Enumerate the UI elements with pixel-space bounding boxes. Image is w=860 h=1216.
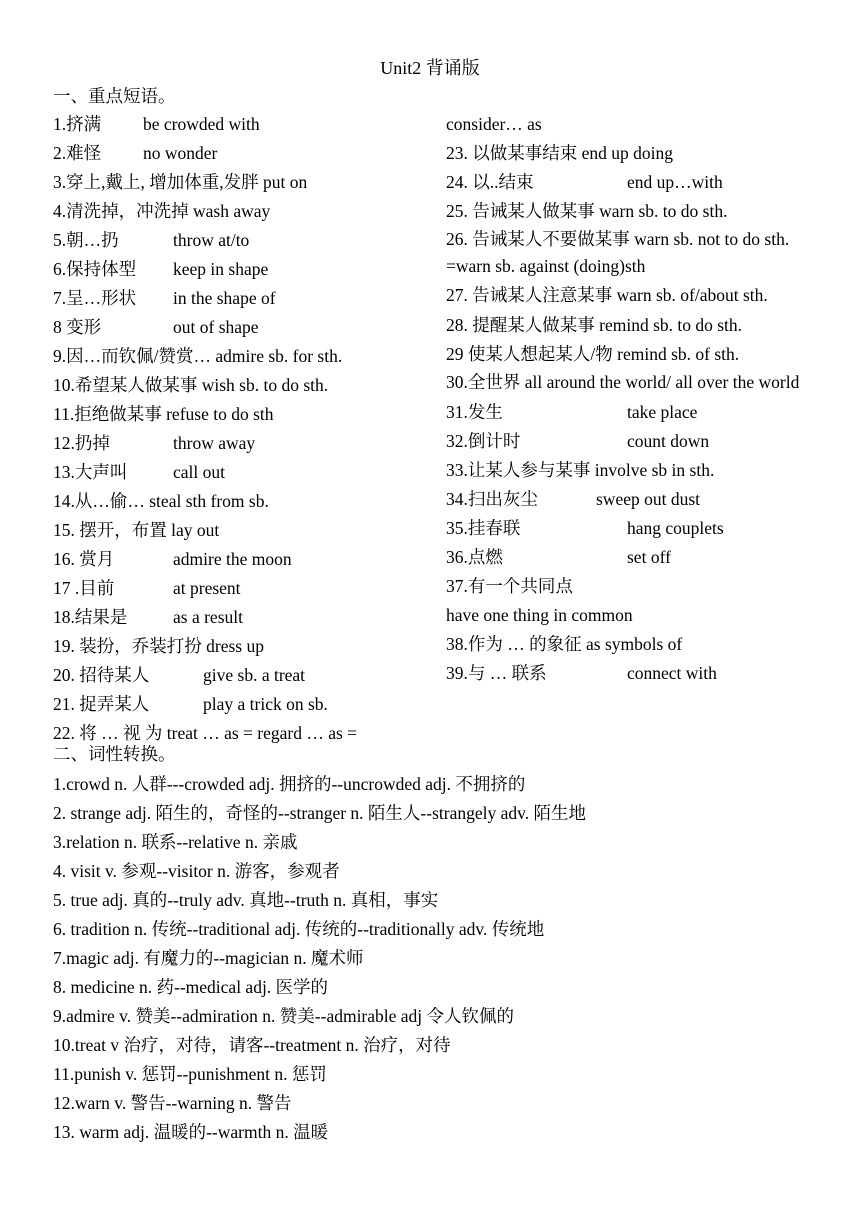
phrase-english: connect with bbox=[627, 663, 717, 683]
phrase-english: set off bbox=[627, 547, 671, 567]
phrase-chinese: 7.呈…形状 bbox=[53, 288, 137, 308]
phrase-item bbox=[53, 342, 423, 371]
phrase-chinese: 36.点燃 bbox=[446, 547, 503, 567]
phrase-chinese: 4.清洗掉，冲洗掉 bbox=[53, 201, 189, 221]
phrase-chinese: 6.保持体型 bbox=[53, 259, 137, 279]
phrase-chinese: 15. 摆开，布置 bbox=[53, 520, 167, 540]
phrase-chinese: 8 变形 bbox=[53, 317, 102, 337]
phrase-item bbox=[53, 516, 423, 545]
phrase-english: at present bbox=[173, 578, 241, 598]
phrase-english: count down bbox=[627, 431, 710, 451]
phrase-chinese: 27. 告诫某人注意某事 bbox=[446, 285, 613, 305]
phrase-chinese: 9.因…而钦佩/赞赏… bbox=[53, 346, 211, 366]
phrase-chinese: 5.朝…扔 bbox=[53, 230, 119, 250]
phrase-english: throw away bbox=[173, 433, 256, 453]
phrase-item bbox=[53, 110, 423, 139]
phrase-chinese: 1.挤满 bbox=[53, 114, 102, 134]
phrase-english: remind sb. to do sth. bbox=[599, 315, 743, 335]
phrase-english: no wonder bbox=[143, 143, 218, 163]
phrase-english: admire the moon bbox=[173, 549, 292, 569]
phrase-item bbox=[53, 226, 423, 255]
phrase-english: involve sb in sth. bbox=[594, 460, 715, 480]
phrase-item bbox=[446, 282, 816, 309]
phrase-english: wash away bbox=[193, 201, 271, 221]
phrase-item bbox=[53, 603, 423, 632]
phrase-chinese: 10.希望某人做某事 bbox=[53, 375, 198, 395]
phrase-english: warn sb. to do sth. bbox=[599, 201, 728, 221]
phrase-chinese: 14.从…偷… bbox=[53, 491, 145, 511]
phrase-english: as a result bbox=[173, 607, 243, 627]
phrase-chinese: 26. 告诫某人不要做某事 bbox=[446, 229, 630, 249]
word-form-item: 13. warm adj. 温暖的--warmth n. 温暖 bbox=[53, 1122, 329, 1142]
phrase-chinese: 2.难怪 bbox=[53, 143, 102, 163]
phrase-item bbox=[446, 398, 816, 427]
phrase-list-left bbox=[53, 110, 423, 748]
phrase-item bbox=[446, 168, 816, 197]
phrase-item bbox=[446, 110, 816, 139]
phrase-item bbox=[53, 168, 423, 197]
phrase-item bbox=[53, 574, 423, 603]
phrase-english: be crowded with bbox=[143, 114, 260, 134]
phrase-chinese: 29 使某人想起某人/物 bbox=[446, 344, 613, 364]
phrase-item bbox=[53, 371, 423, 400]
phrase-english: out of shape bbox=[173, 317, 259, 337]
phrase-item bbox=[53, 313, 423, 342]
phrase-item bbox=[53, 545, 423, 574]
phrase-item bbox=[446, 659, 816, 688]
phrase-item bbox=[53, 197, 423, 226]
phrase-item bbox=[53, 487, 423, 516]
phrase-chinese: 33.让某人参与某事 bbox=[446, 460, 591, 480]
phrase-english: admire sb. for sth. bbox=[215, 346, 343, 366]
phrase-chinese: 19. 装扮，乔装打扮 bbox=[53, 636, 202, 656]
phrase-item bbox=[53, 661, 423, 690]
phrase-item bbox=[53, 139, 423, 168]
phrase-item bbox=[446, 226, 816, 280]
phrase-english: sweep out dust bbox=[596, 489, 701, 509]
phrase-chinese: 30.全世界 bbox=[446, 372, 521, 392]
word-form-item: 5. true adj. 真的--truly adv. 真地--truth n. 真相，事实 bbox=[53, 890, 439, 910]
word-form-item: 11.punish v. 惩罚--punishment n. 惩罚 bbox=[53, 1064, 327, 1084]
phrase-item bbox=[53, 255, 423, 284]
phrase-english: keep in shape bbox=[173, 259, 269, 279]
phrase-english: end up doing bbox=[581, 143, 674, 163]
phrase-chinese: 21. 捉弄某人 bbox=[53, 694, 150, 714]
word-form-item: 10.treat v 治疗，对待，请客--treatment n. 治疗，对待 bbox=[53, 1035, 451, 1055]
phrase-item bbox=[446, 427, 816, 456]
phrase-english: put on bbox=[263, 172, 308, 192]
phrase-english: steal sth from sb. bbox=[149, 491, 269, 511]
phrase-english: refuse to do sth bbox=[166, 404, 274, 424]
document-title: Unit2 背诵版 bbox=[380, 58, 480, 78]
phrase-item bbox=[446, 340, 816, 369]
phrase-chinese: 3.穿上,戴上, 增加体重,发胖 bbox=[53, 172, 259, 192]
phrase-english: wish sb. to do sth. bbox=[201, 375, 329, 395]
word-form-item: 12.warn v. 警告--warning n. 警告 bbox=[53, 1093, 292, 1113]
phrase-list-right bbox=[446, 110, 816, 688]
phrase-english: call out bbox=[173, 462, 225, 482]
phrase-item bbox=[53, 400, 423, 429]
phrase-english: give sb. a treat bbox=[203, 665, 306, 685]
phrase-chinese: 22. 将 … 视 为 bbox=[53, 723, 163, 743]
phrase-item bbox=[53, 690, 423, 719]
phrase-english: end up…with bbox=[627, 172, 723, 192]
phrase-english: warn sb. not to do sth. =warn sb. against (doing)sth bbox=[446, 229, 790, 276]
phrase-chinese: 12.扔掉 bbox=[53, 433, 110, 453]
word-form-list bbox=[53, 770, 833, 1147]
phrase-english: as symbols of bbox=[586, 634, 683, 654]
phrase-english: warn sb. of/about sth. bbox=[616, 285, 768, 305]
word-form-item: 8. medicine n. 药--medical adj. 医学的 bbox=[53, 977, 329, 997]
phrase-english: lay out bbox=[171, 520, 220, 540]
phrase-item bbox=[446, 197, 816, 226]
phrase-item bbox=[53, 284, 423, 313]
section-heading-phrases: 一、重点短语。 bbox=[53, 86, 176, 106]
phrase-chinese: 28. 提醒某人做某事 bbox=[446, 315, 595, 335]
phrase-english: take place bbox=[627, 402, 698, 422]
phrase-chinese: 18.结果是 bbox=[53, 607, 128, 627]
phrase-english: in the shape of bbox=[173, 288, 276, 308]
phrase-item bbox=[446, 139, 816, 168]
word-form-item: 4. visit v. 参观--visitor n. 游客，参观者 bbox=[53, 861, 340, 881]
phrase-english: hang couplets bbox=[627, 518, 724, 538]
phrase-item bbox=[446, 369, 816, 396]
phrase-chinese: 23. 以做某事结束 bbox=[446, 143, 578, 163]
phrase-item bbox=[446, 572, 816, 601]
phrase-chinese: 34.扫出灰尘 bbox=[446, 489, 538, 509]
phrase-item bbox=[53, 429, 423, 458]
phrase-item bbox=[446, 601, 816, 630]
phrase-item bbox=[446, 485, 816, 514]
phrase-english: play a trick on sb. bbox=[203, 694, 328, 714]
phrase-english: consider… as bbox=[446, 114, 542, 134]
word-form-item: 6. tradition n. 传统--traditional adj. 传统的--traditionally adv. 传统地 bbox=[53, 919, 545, 939]
phrase-item bbox=[53, 632, 423, 661]
word-form-item: 7.magic adj. 有魔力的--magician n. 魔术师 bbox=[53, 948, 364, 968]
phrase-item bbox=[446, 514, 816, 543]
phrase-chinese: 16. 赏月 bbox=[53, 549, 115, 569]
phrase-chinese: 39.与 … 联系 bbox=[446, 663, 547, 683]
phrase-chinese: 38.作为 … 的象征 bbox=[446, 634, 582, 654]
word-form-item: 2. strange adj. 陌生的，奇怪的--stranger n. 陌生人--strangely adv. 陌生地 bbox=[53, 803, 586, 823]
phrase-english: treat … as = regard … as = bbox=[166, 723, 358, 743]
phrase-chinese: 11.拒绝做某事 bbox=[53, 404, 162, 424]
phrase-english: remind sb. of sth. bbox=[617, 344, 740, 364]
phrase-chinese: 31.发生 bbox=[446, 402, 503, 422]
phrase-item bbox=[446, 543, 816, 572]
phrase-item bbox=[446, 311, 816, 340]
phrase-item bbox=[446, 630, 816, 659]
section-heading-word-forms: 二、词性转换。 bbox=[53, 744, 176, 764]
phrase-english: have one thing in common bbox=[446, 605, 633, 625]
phrase-english: dress up bbox=[206, 636, 264, 656]
phrase-chinese: 25. 告诫某人做某事 bbox=[446, 201, 595, 221]
word-form-item: 9.admire v. 赞美--admiration n. 赞美--admirable adj 令人钦佩的 bbox=[53, 1006, 515, 1026]
word-form-item: 3.relation n. 联系--relative n. 亲戚 bbox=[53, 832, 298, 852]
phrase-chinese: 37.有一个共同点 bbox=[446, 576, 573, 596]
phrase-item bbox=[53, 458, 423, 487]
word-form-item: 1.crowd n. 人群---crowded adj. 拥挤的--uncrowded adj. 不拥挤的 bbox=[53, 774, 526, 794]
phrase-english: throw at/to bbox=[173, 230, 250, 250]
phrase-chinese: 20. 招待某人 bbox=[53, 665, 150, 685]
phrase-chinese: 13.大声叫 bbox=[53, 462, 128, 482]
phrase-chinese: 17 .目前 bbox=[53, 578, 115, 598]
phrase-english: all around the world/ all over the world bbox=[524, 372, 800, 392]
phrase-chinese: 35.挂春联 bbox=[446, 518, 521, 538]
phrase-chinese: 32.倒计时 bbox=[446, 431, 521, 451]
phrase-chinese: 24. 以..结束 bbox=[446, 172, 534, 192]
phrase-item bbox=[446, 456, 816, 485]
